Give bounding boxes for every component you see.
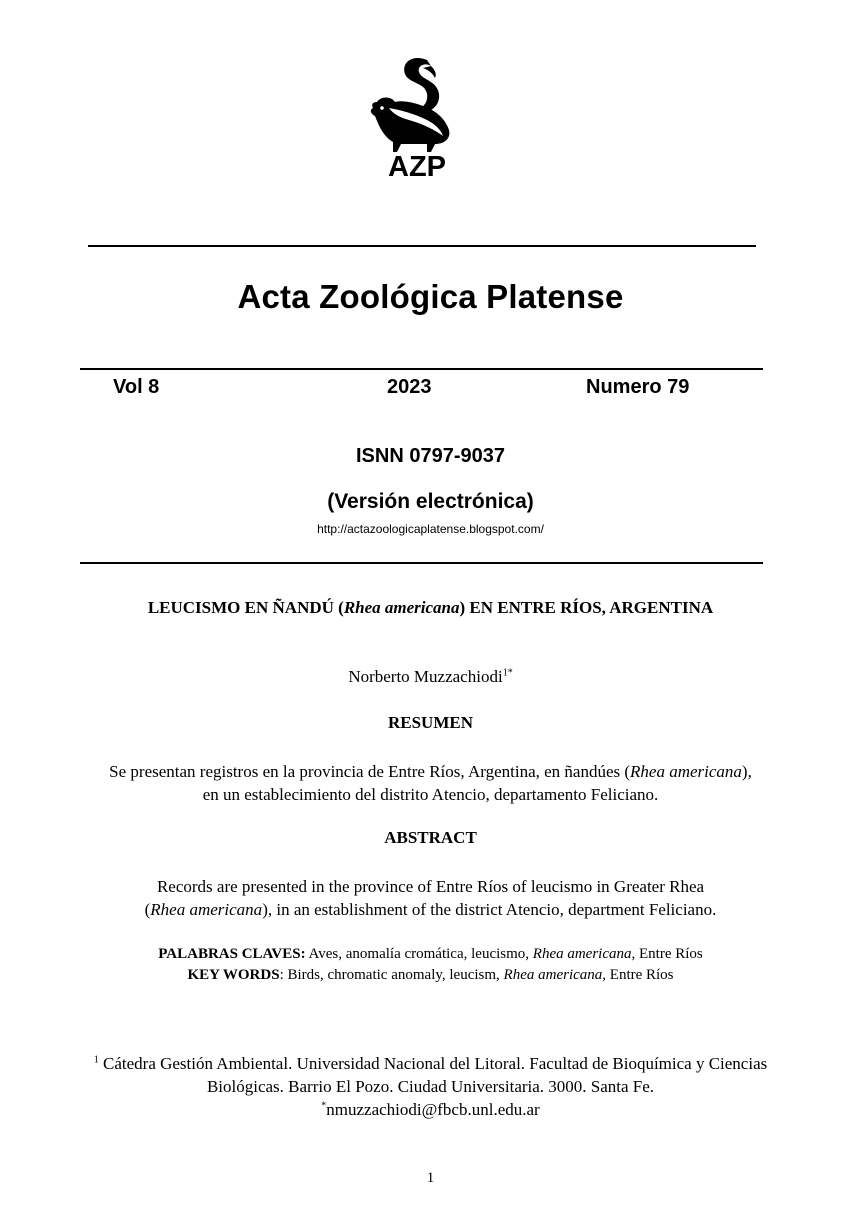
resumen-line-1-post: ), bbox=[741, 762, 752, 781]
issn-label: ISNN 0797-9037 bbox=[356, 445, 505, 467]
author-mark: 1* bbox=[502, 667, 513, 679]
skunk-icon bbox=[365, 52, 465, 182]
abstract-line-2-pre: ( bbox=[144, 900, 151, 919]
author-name bbox=[0, 667, 861, 687]
resumen-line-1-pre: Se presentan registros en la provincia de Entre Ríos, Argentina, en ñandúes ( bbox=[109, 762, 631, 781]
logo-text: AZP bbox=[388, 151, 446, 182]
article-title bbox=[0, 598, 861, 618]
abstract-line-2 bbox=[0, 898, 861, 921]
affiliation-mark: 1 bbox=[93, 1054, 99, 1066]
affiliation-line-1-text: Cátedra Gestión Ambiental. Universidad Nacional del Litoral. Facultad de Bioquímica y Ciencias bbox=[98, 1054, 768, 1073]
keywords-es-species: Rhea americana bbox=[532, 946, 632, 962]
resumen-species: Rhea americana bbox=[630, 762, 742, 781]
keywords-en-species: Rhea americana bbox=[503, 967, 603, 983]
abstract-line-2-post: ), in an establishment of the district Atencio, department Feliciano. bbox=[262, 900, 717, 919]
affiliation-footnote bbox=[0, 1052, 861, 1121]
abstract-species: Rhea americana bbox=[150, 900, 263, 919]
keywords-es-label: PALABRAS CLAVES: bbox=[158, 946, 306, 962]
affiliation-line-1 bbox=[0, 1052, 861, 1075]
issue-number-label: Numero 79 bbox=[586, 376, 690, 398]
header-rule-middle bbox=[80, 368, 763, 370]
keywords-en bbox=[0, 965, 861, 986]
abstract-text bbox=[0, 875, 861, 921]
abstract-line-1: Records are presented in the province of Entre Ríos of leucismo in Greater Rhea bbox=[156, 877, 705, 896]
version-label: (Versión electrónica) bbox=[327, 490, 534, 513]
keywords-en-post: , Entre Ríos bbox=[602, 967, 674, 983]
keywords-es bbox=[0, 944, 861, 965]
header-rule-top bbox=[88, 245, 756, 247]
email-text[interactable]: nmuzzachiodi@fbcb.unl.edu.ar bbox=[326, 1100, 540, 1119]
keywords-en-label: KEY WORDS bbox=[187, 967, 280, 983]
journal-title: Acta Zoológica Platense bbox=[237, 278, 624, 315]
article-title-species: Rhea americana bbox=[343, 598, 460, 617]
keywords-block bbox=[0, 944, 861, 986]
resumen-heading: RESUMEN bbox=[387, 713, 473, 732]
abstract-heading: ABSTRACT bbox=[384, 828, 477, 847]
resumen-line-2: en un establecimiento del distrito Atencio, departamento Feliciano. bbox=[202, 785, 659, 804]
email-mark: * bbox=[321, 1100, 327, 1112]
resumen-line-1 bbox=[0, 760, 861, 783]
year-label: 2023 bbox=[387, 376, 432, 398]
volume-label: Vol 8 bbox=[113, 376, 160, 398]
author-email bbox=[0, 1098, 861, 1121]
header-rule-bottom bbox=[80, 562, 763, 564]
article-title-pre: LEUCISMO EN ÑANDÚ ( bbox=[147, 598, 344, 617]
journal-url[interactable]: http://actazoologicaplatense.blogspot.com/ bbox=[317, 522, 544, 536]
affiliation-line-2: Biológicas. Barrio El Pozo. Ciudad Universitaria. 3000. Santa Fe. bbox=[206, 1077, 655, 1096]
keywords-es-pre: Aves, anomalía cromática, leucismo, bbox=[305, 946, 533, 962]
article-title-post: ) EN ENTRE RÍOS, ARGENTINA bbox=[459, 598, 714, 617]
keywords-es-post: , Entre Ríos bbox=[631, 946, 703, 962]
page-number: 1 bbox=[426, 1170, 435, 1186]
resumen-text bbox=[0, 760, 861, 806]
journal-logo bbox=[365, 52, 465, 182]
author-text: Norberto Muzzachiodi bbox=[348, 667, 503, 686]
keywords-en-pre: : Birds, chromatic anomaly, leucism, bbox=[279, 967, 504, 983]
